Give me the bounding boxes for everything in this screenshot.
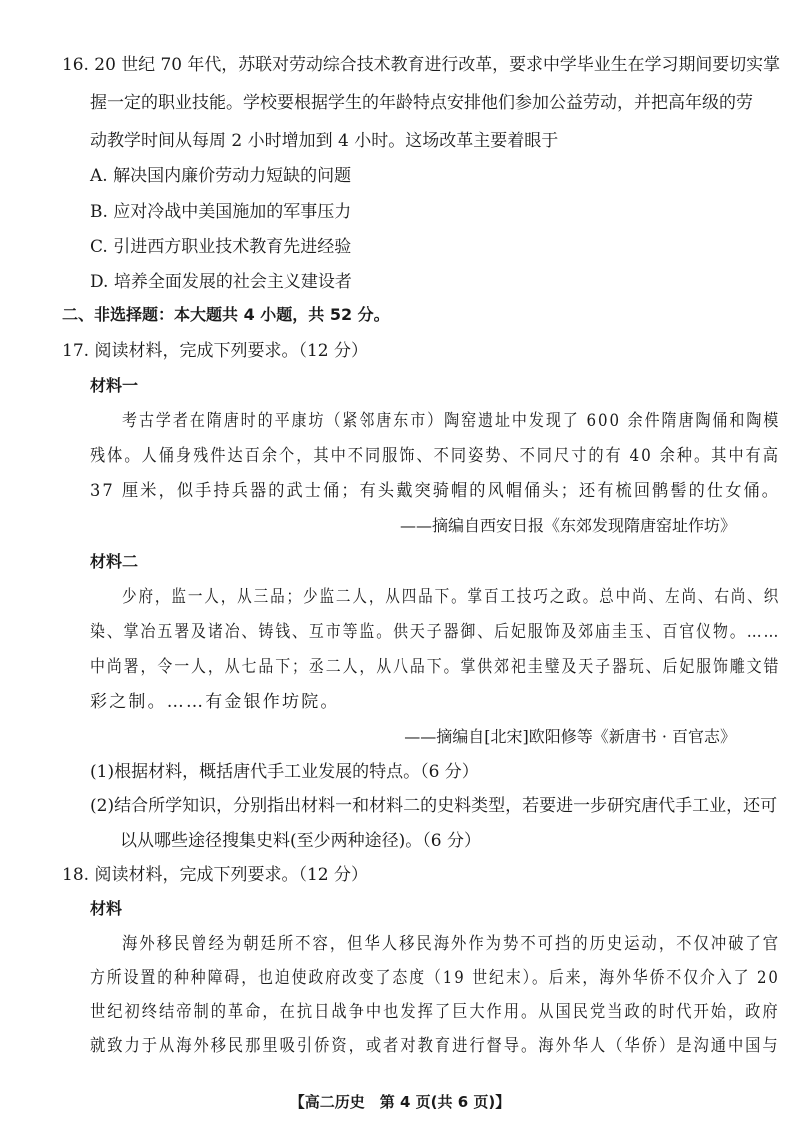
q17-subquestion-1: (1)根据材料，概括唐代手工业发展的特点。（6 分） [90, 762, 479, 782]
q18-material-title: 材料 [90, 899, 123, 918]
q17-material2-line-4: 彩之制。……有金银作坊院。 [90, 692, 340, 712]
q18-stem: 18. 阅读材料，完成下列要求。（12 分） [62, 865, 368, 885]
q17-material2-line-2: 染、掌冶五署及诸冶、铸钱、互市等监。供天子器御、后妃服饰及郊庙圭玉、百官仪物。…… [90, 622, 781, 642]
q16-stem-line-3: 动教学时间从每周 2 小时增加到 4 小时。这场改革主要着眼于 [90, 131, 559, 151]
q17-material2-title: 材料二 [90, 552, 139, 571]
q18-material-line-4: 就致力于从海外移民那里吸引侨资，或者对教育进行督导。海外华人（华侨）是沟通中国与 [90, 1036, 780, 1056]
q18-material-line-3: 世纪初终结帝制的革命，在抗日战争中也发挥了巨大作用。从国民党当政的时代开始，政府 [90, 1002, 780, 1022]
q17-material2-source: ——摘编自[北宋]欧阳修等《新唐书 · 百官志》 [404, 727, 736, 746]
q17-material1-title: 材料一 [90, 376, 139, 395]
q16-stem-line-2: 握一定的职业技能。学校要根据学生的年龄特点安排他们参加公益劳动，并把高年级的劳 [90, 93, 753, 113]
q17-material2-line-3: 中尚署，令一人，从七品下；丞二人，从八品下。掌供郊祀圭璧及天子器玩、后妃服饰雕文错 [90, 657, 781, 677]
q16-option-a: A. 解决国内廉价劳动力短缺的问题 [90, 166, 352, 186]
q17-subquestion-2-line-2: 以从哪些途径搜集史料(至少两种途径)。（6 分） [120, 831, 481, 851]
section2-heading: 二、非选择题：本大题共 4 小题，共 52 分。 [62, 305, 390, 324]
q18-material-line-2: 方所设置的种种障碍，也迫使政府改变了态度（19 世纪末）。后来，海外华侨不仅介入了 20 [90, 968, 780, 988]
page-footer: 【高二历史 第 4 页(共 6 页)】 [289, 1093, 511, 1111]
q16-option-c: C. 引进西方职业技术教育先进经验 [90, 237, 352, 257]
q17-material1-source: ——摘编自西安日报《东郊发现隋唐窑址作坊》 [399, 516, 736, 535]
q17-stem: 17. 阅读材料，完成下列要求。（12 分） [62, 341, 368, 361]
q16-option-d: D. 培养全面发展的社会主义建设者 [90, 272, 352, 292]
q17-subquestion-2-line-1: (2)结合所学知识，分别指出材料一和材料二的史料类型，若要进一步研究唐代手工业，还可 [90, 796, 778, 816]
q17-material1-line-2: 残体。人俑身残件达百余个，其中不同服饰、不同姿势、不同尺寸的有 40 余种。其中有高 [90, 446, 780, 466]
q18-material-line-1: 海外移民曾经为朝廷所不容，但华人移民海外作为势不可挡的历史运动，不仅冲破了官 [122, 934, 781, 954]
q17-material1-line-1: 考古学者在隋唐时的平康坊（紧邻唐东市）陶窑遗址中发现了 600 余件隋唐陶俑和陶模 [122, 411, 781, 431]
q16-option-b: B. 应对冷战中美国施加的军事压力 [90, 202, 352, 222]
q17-material1-line-3: 37 厘米，似手持兵器的武士俑；有头戴突骑帽的风帽俑头；还有梳回鹘髻的仕女俑。 [90, 481, 781, 501]
q17-material2-line-1: 少府，监一人，从三品；少监二人，从四品下。掌百工技巧之政。总中尚、左尚、右尚、织 [122, 587, 781, 607]
q16-stem-line-1: 16. 20 世纪 70 年代，苏联对劳动综合技术教育进行改革，要求中学毕业生在学习期间要切实掌 [62, 55, 781, 75]
